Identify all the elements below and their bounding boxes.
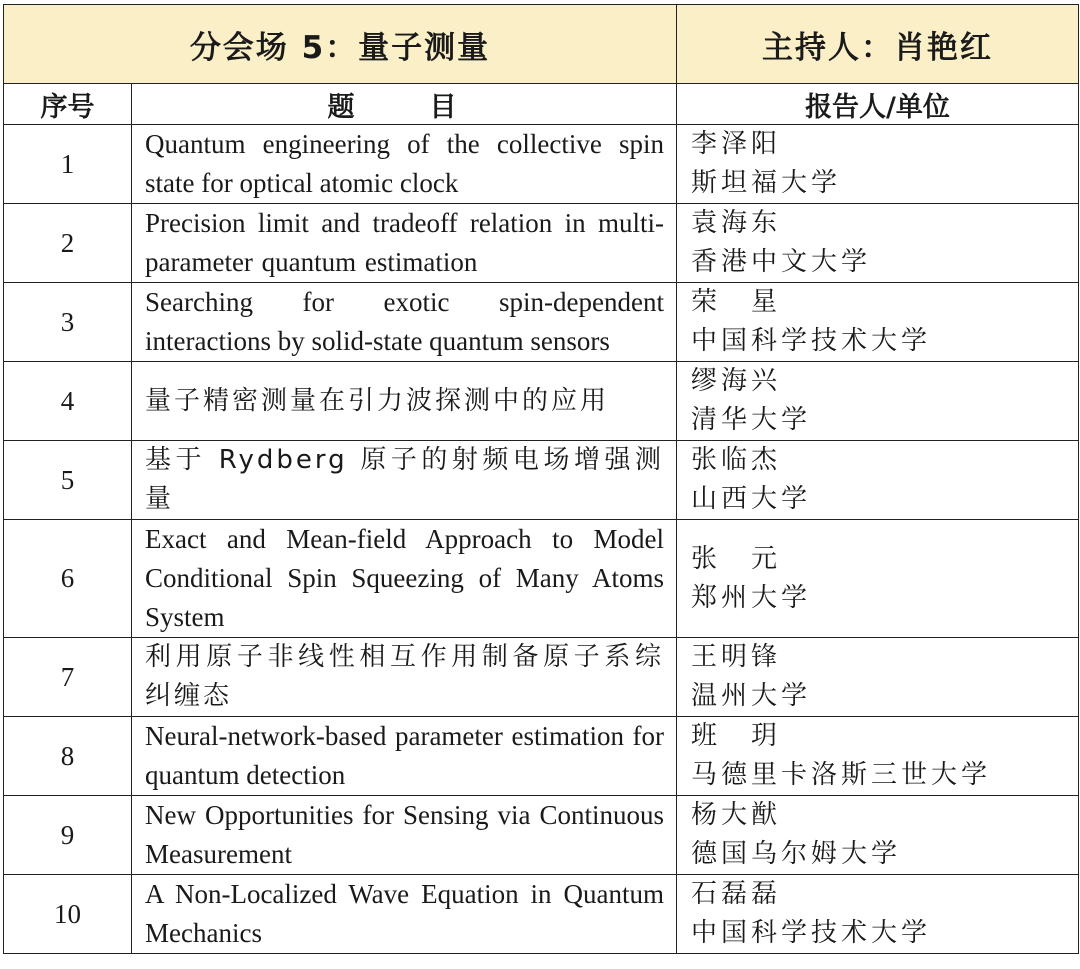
session-header-row — [4, 5, 1079, 84]
row-number: 5 — [4, 441, 132, 520]
speaker-affiliation: 中国科学技术大学 — [691, 918, 932, 948]
row-speaker-cell — [677, 204, 1079, 283]
row-topic: 量子精密测量在引力波探测中的应用 — [132, 362, 677, 441]
row-topic: Neural-network-based parameter estimation for quantum detection — [132, 717, 677, 796]
row-number: 1 — [4, 125, 132, 204]
row-speaker-cell — [677, 441, 1079, 520]
speaker-affiliation: 德国乌尔姆大学 — [691, 839, 902, 869]
row-number: 4 — [4, 362, 132, 441]
row-speaker-cell — [677, 717, 1079, 796]
row-speaker-cell — [677, 283, 1079, 362]
row-speaker-cell — [677, 875, 1079, 954]
row-speaker-cell — [677, 638, 1079, 717]
speaker-affiliation: 马德里卡洛斯三世大学 — [691, 760, 992, 790]
session-schedule-table — [3, 4, 1079, 954]
column-header-row — [4, 84, 1079, 125]
row-speaker-cell — [677, 125, 1079, 204]
table-row — [4, 638, 1079, 717]
speaker-name: 杨大猷 — [691, 800, 782, 830]
row-number: 6 — [4, 520, 132, 638]
row-number: 9 — [4, 796, 132, 875]
session-title: 分会场 5：量子测量 — [4, 5, 677, 84]
row-speaker-cell — [677, 796, 1079, 875]
table-row — [4, 796, 1079, 875]
speaker-affiliation: 中国科学技术大学 — [691, 326, 932, 356]
table-row — [4, 875, 1079, 954]
row-topic: Precision limit and tradeoff relation in multi-parameter quantum estimation — [132, 204, 677, 283]
speaker-affiliation: 香港中文大学 — [691, 247, 872, 277]
speaker-name: 张临杰 — [691, 445, 782, 475]
row-number: 3 — [4, 283, 132, 362]
row-topic: 利用原子非线性相互作用制备原子系综纠缠态 — [132, 638, 677, 717]
table-row — [4, 125, 1079, 204]
row-topic: A Non-Localized Wave Equation in Quantum Mechanics — [132, 875, 677, 954]
row-number: 7 — [4, 638, 132, 717]
speaker-name: 李泽阳 — [691, 129, 782, 159]
row-topic: Searching for exotic spin-dependent interactions by solid-state quantum sensors — [132, 283, 677, 362]
table-row — [4, 362, 1079, 441]
row-topic: Exact and Mean-field Approach to Model Conditional Spin Squeezing of Many Atoms System — [132, 520, 677, 638]
column-header-topic — [132, 84, 677, 125]
session-host: 主持人：肖艳红 — [677, 5, 1079, 84]
table-row — [4, 204, 1079, 283]
speaker-name: 荣 星 — [691, 287, 782, 317]
row-number: 10 — [4, 875, 132, 954]
speaker-name: 班 玥 — [691, 721, 782, 751]
column-header-speaker: 报告人/单位 — [677, 84, 1079, 125]
table-row — [4, 283, 1079, 362]
table-row — [4, 441, 1079, 520]
speaker-name: 王明锋 — [691, 642, 782, 672]
speaker-affiliation: 斯坦福大学 — [691, 168, 842, 198]
row-topic: Quantum engineering of the collective spin state for optical atomic clock — [132, 125, 677, 204]
row-speaker-cell — [677, 362, 1079, 441]
speaker-affiliation: 郑州大学 — [691, 582, 812, 613]
column-header-topic-label: 题 目 — [327, 91, 481, 123]
speaker-name: 石磊磊 — [691, 879, 782, 909]
speaker-affiliation: 清华大学 — [691, 405, 812, 435]
table-row — [4, 520, 1079, 638]
speaker-name: 张 元 — [691, 543, 782, 574]
table-row — [4, 717, 1079, 796]
row-speaker-cell — [677, 520, 1079, 638]
speaker-affiliation: 山西大学 — [691, 484, 812, 514]
row-topic: New Opportunities for Sensing via Continuous Measurement — [132, 796, 677, 875]
column-header-number: 序号 — [4, 84, 132, 125]
speaker-name: 缪海兴 — [691, 366, 782, 396]
row-number: 2 — [4, 204, 132, 283]
speaker-name: 袁海东 — [691, 208, 782, 238]
row-topic: 基于 Rydberg 原子的射频电场增强测量 — [132, 441, 677, 520]
row-number: 8 — [4, 717, 132, 796]
speaker-affiliation: 温州大学 — [691, 681, 812, 711]
